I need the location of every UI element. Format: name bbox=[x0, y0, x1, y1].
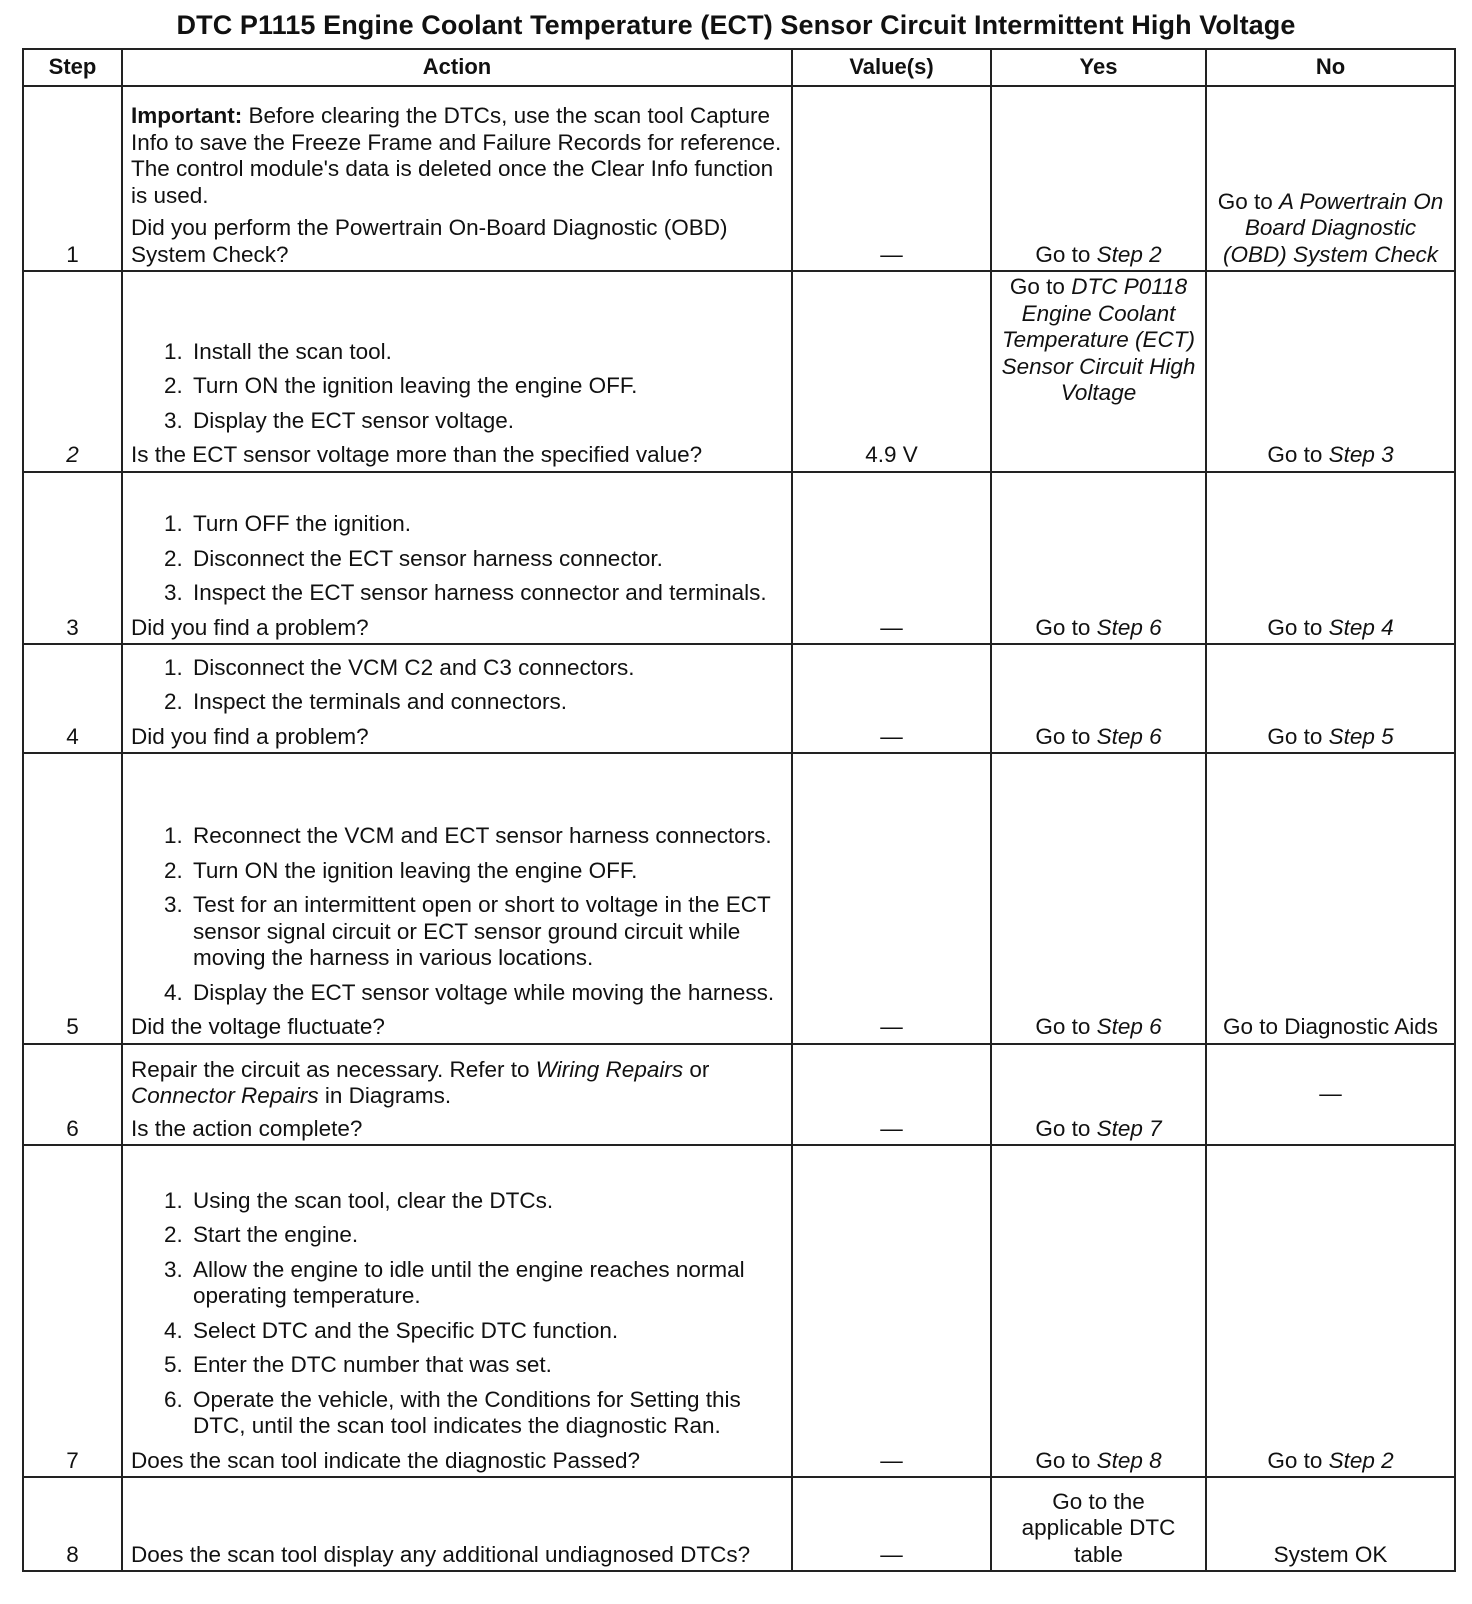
action-cell bbox=[122, 1477, 792, 1571]
list-item: 1. Disconnect the VCM C2 and C3 connectors. bbox=[189, 655, 783, 682]
action-list bbox=[131, 1188, 783, 1440]
important-label: Important: bbox=[131, 103, 243, 129]
yes-cell bbox=[991, 753, 1206, 1044]
table-row bbox=[23, 472, 1455, 645]
yes-prefix: Go to bbox=[1035, 1014, 1097, 1040]
header-values: Value(s) bbox=[792, 49, 991, 86]
connector-repairs-link[interactable]: Connector Repairs bbox=[131, 1083, 319, 1109]
list-item: 2. Turn ON the ignition leaving the engine OFF. bbox=[189, 858, 783, 885]
question: Is the action complete? bbox=[131, 1115, 363, 1141]
action-cell bbox=[122, 644, 792, 753]
important-text: Before clearing the DTCs, use the scan tool Capture Info to save the Freeze Frame and Failure Records for reference. The control module's data is deleted once the Clear Info function is used. bbox=[131, 103, 782, 208]
repair-text: or bbox=[683, 1056, 710, 1082]
action-list bbox=[131, 339, 783, 435]
table-row bbox=[23, 271, 1455, 471]
table-row bbox=[23, 644, 1455, 753]
table-row bbox=[23, 1044, 1455, 1146]
no-step-link[interactable]: Step 2 bbox=[1328, 1447, 1394, 1473]
page-title: DTC P1115 Engine Coolant Temperature (ECT) Sensor Circuit Intermittent High Voltage bbox=[176, 10, 1296, 40]
yes-prefix: Go to bbox=[1035, 614, 1097, 640]
table-row bbox=[23, 1477, 1455, 1571]
yes-cell bbox=[991, 271, 1206, 471]
repair-text: in Diagrams. bbox=[318, 1083, 452, 1109]
list-item: 3. Allow the engine to idle until the engine reaches normal operating temperature. bbox=[189, 1257, 783, 1310]
list-item: 1. Using the scan tool, clear the DTCs. bbox=[189, 1188, 783, 1215]
value-cell: — bbox=[792, 1044, 991, 1146]
no-prefix: Go to bbox=[1217, 188, 1280, 214]
question: Did the voltage fluctuate? bbox=[131, 1014, 385, 1040]
question: Does the scan tool indicate the diagnostic Passed? bbox=[131, 1447, 641, 1473]
no-cell: — bbox=[1206, 1044, 1455, 1146]
step-number: 3 bbox=[23, 472, 122, 645]
value-cell: — bbox=[792, 753, 991, 1044]
yes-dtc-link[interactable]: DTC P0118 Engine Coolant Temperature (ECT) Sensor Circuit High Voltage bbox=[1001, 274, 1196, 406]
list-item: 6. Operate the vehicle, with the Conditions for Setting this DTC, until the scan tool indicates the diagnostic Ran. bbox=[189, 1387, 783, 1440]
action-cell bbox=[122, 472, 792, 645]
yes-cell bbox=[991, 1145, 1206, 1477]
question: Is the ECT sensor voltage more than the specified value? bbox=[131, 442, 703, 468]
action-cell bbox=[122, 1145, 792, 1477]
question: Did you find a problem? bbox=[131, 614, 369, 640]
step-number: 6 bbox=[23, 1044, 122, 1146]
value-cell: 4.9 V bbox=[792, 271, 991, 471]
value-cell: — bbox=[792, 644, 991, 753]
table-row bbox=[23, 753, 1455, 1044]
yes-step-link[interactable]: Step 8 bbox=[1096, 1447, 1162, 1473]
value-cell: — bbox=[792, 86, 991, 272]
repair-instruction bbox=[131, 1057, 783, 1110]
list-item: 5. Enter the DTC number that was set. bbox=[189, 1352, 783, 1379]
yes-prefix: Go to bbox=[1035, 1115, 1097, 1141]
yes-prefix: Go to bbox=[1035, 1447, 1097, 1473]
action-cell bbox=[122, 86, 792, 272]
table-row bbox=[23, 1145, 1455, 1477]
yes-prefix: Go to bbox=[1009, 274, 1072, 300]
yes-step-link[interactable]: Step 2 bbox=[1096, 241, 1162, 267]
step-number: 7 bbox=[23, 1145, 122, 1477]
yes-cell bbox=[991, 644, 1206, 753]
step-number: 8 bbox=[23, 1477, 122, 1571]
action-list bbox=[131, 655, 783, 716]
no-step-link[interactable]: Step 3 bbox=[1328, 442, 1394, 468]
list-item: 1. Reconnect the VCM and ECT sensor harness connectors. bbox=[189, 823, 783, 850]
yes-step-link[interactable]: Step 6 bbox=[1096, 614, 1162, 640]
list-item: 2. Inspect the terminals and connectors. bbox=[189, 689, 783, 716]
value-cell: — bbox=[792, 1477, 991, 1571]
header-step: Step bbox=[23, 49, 122, 86]
no-cell bbox=[1206, 271, 1455, 471]
value-cell: — bbox=[792, 472, 991, 645]
yes-prefix: Go to bbox=[1035, 241, 1097, 267]
diagnostic-table bbox=[22, 48, 1456, 1572]
list-item: 1. Turn OFF the ignition. bbox=[189, 511, 783, 538]
important-note bbox=[131, 103, 783, 209]
list-item: 2. Start the engine. bbox=[189, 1222, 783, 1249]
list-item: 4. Display the ECT sensor voltage while moving the harness. bbox=[189, 980, 783, 1007]
no-cell bbox=[1206, 86, 1455, 272]
yes-prefix: Go to bbox=[1035, 723, 1097, 749]
list-item: 1. Install the scan tool. bbox=[189, 339, 783, 366]
header-row bbox=[23, 49, 1455, 86]
no-cell bbox=[1206, 1145, 1455, 1477]
header-no: No bbox=[1206, 49, 1455, 86]
action-cell bbox=[122, 753, 792, 1044]
list-item: 3. Inspect the ECT sensor harness connector and terminals. bbox=[189, 580, 783, 607]
list-item: 3. Test for an intermittent open or short to voltage in the ECT sensor signal circuit or ECT sensor ground circuit while moving the harness in various locations. bbox=[189, 892, 783, 972]
step-number: 2 bbox=[23, 271, 122, 471]
step-number: 5 bbox=[23, 753, 122, 1044]
table-row bbox=[23, 86, 1455, 272]
wiring-repairs-link[interactable]: Wiring Repairs bbox=[535, 1056, 684, 1082]
header-action: Action bbox=[122, 49, 792, 86]
value-cell: — bbox=[792, 1145, 991, 1477]
yes-step-link[interactable]: Step 6 bbox=[1096, 723, 1162, 749]
question: Does the scan tool display any additional undiagnosed DTCs? bbox=[131, 1541, 751, 1567]
no-prefix: Go to bbox=[1267, 1447, 1329, 1473]
yes-cell bbox=[991, 472, 1206, 645]
yes-step-link[interactable]: Step 6 bbox=[1096, 1014, 1162, 1040]
question: Did you perform the Powertrain On-Board Diagnostic (OBD) System Check? bbox=[131, 215, 728, 267]
list-item: 4. Select DTC and the Specific DTC function. bbox=[189, 1318, 783, 1345]
yes-dtc-table-link[interactable]: Go to the applicable DTC table bbox=[991, 1477, 1206, 1571]
action-list bbox=[131, 511, 783, 607]
question: Did you find a problem? bbox=[131, 723, 369, 749]
no-step-link[interactable]: Step 5 bbox=[1328, 723, 1394, 749]
no-cell bbox=[1206, 472, 1455, 645]
list-item: 2. Disconnect the ECT sensor harness connector. bbox=[189, 546, 783, 573]
no-prefix: Go to bbox=[1267, 442, 1329, 468]
no-prefix: Go to bbox=[1267, 614, 1329, 640]
no-obd-check-link[interactable]: A Powertrain On Board Diagnostic (OBD) System Check bbox=[1222, 188, 1444, 267]
action-cell bbox=[122, 1044, 792, 1146]
list-item: 2. Turn ON the ignition leaving the engine OFF. bbox=[189, 373, 783, 400]
no-cell bbox=[1206, 644, 1455, 753]
no-prefix: Go to bbox=[1267, 723, 1329, 749]
no-diagnostic-aids-link[interactable]: Go to Diagnostic Aids bbox=[1206, 753, 1455, 1044]
yes-cell bbox=[991, 1044, 1206, 1146]
list-item: 3. Display the ECT sensor voltage. bbox=[189, 408, 783, 435]
header-yes: Yes bbox=[991, 49, 1206, 86]
yes-step-link[interactable]: Step 7 bbox=[1096, 1115, 1162, 1141]
yes-cell bbox=[991, 86, 1206, 272]
step-number: 4 bbox=[23, 644, 122, 753]
no-cell: System OK bbox=[1206, 1477, 1455, 1571]
action-cell bbox=[122, 271, 792, 471]
no-step-link[interactable]: Step 4 bbox=[1328, 614, 1394, 640]
step-number: 1 bbox=[23, 86, 122, 272]
action-list bbox=[131, 823, 783, 1006]
repair-text: Repair the circuit as necessary. Refer to bbox=[131, 1056, 536, 1082]
